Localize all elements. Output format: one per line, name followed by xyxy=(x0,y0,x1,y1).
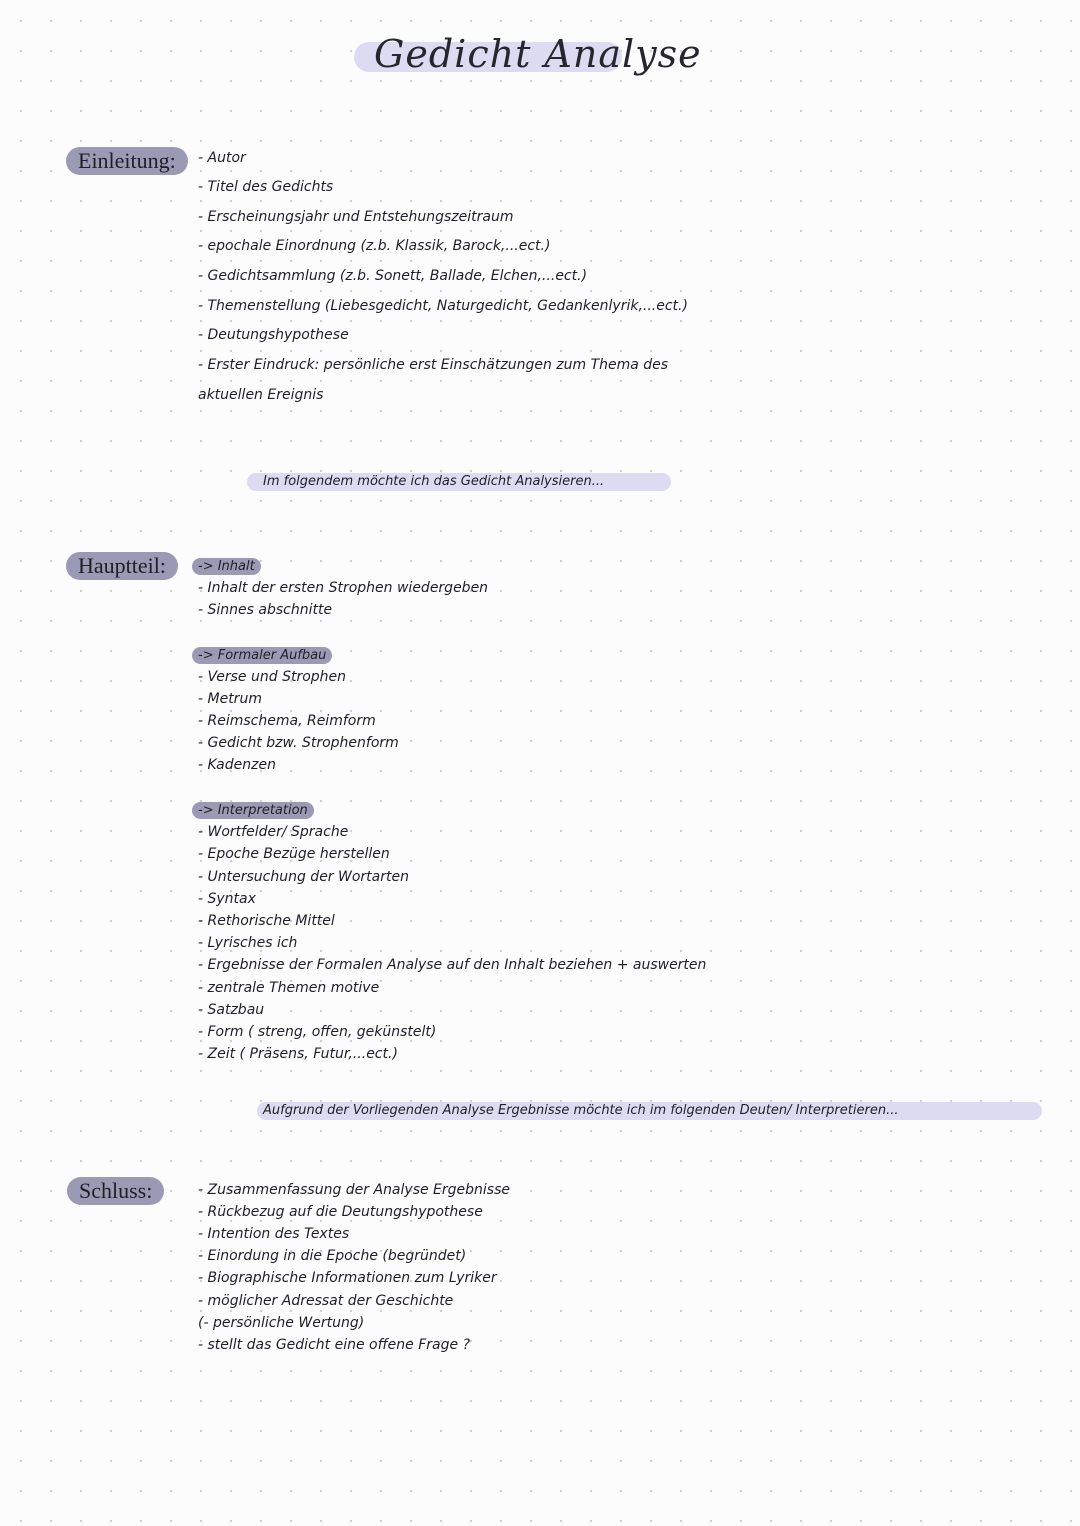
section-label-einleitung: Einleitung: xyxy=(66,147,188,175)
interpretation-item: - Lyrisches ich xyxy=(198,935,298,951)
interpretation-item: - Wortfelder/ Sprache xyxy=(198,824,349,840)
inhalt-item: - Inhalt der ersten Strophen wiedergeben xyxy=(198,580,489,596)
interpretation-item: - Untersuchung der Wortarten xyxy=(198,869,409,885)
transition-einleitung: Im folgendem möchte ich das Gedicht Analysieren... xyxy=(247,473,671,491)
einleitung-item: - Autor xyxy=(198,150,246,166)
schluss-item: - stellt das Gedicht eine offene Frage ? xyxy=(198,1337,471,1353)
schluss-item: - Einordung in die Epoche (begründet) xyxy=(198,1248,467,1264)
formaler-aufbau-item: - Metrum xyxy=(198,691,262,707)
interpretation-item: - Form ( streng, offen, gekünstelt) xyxy=(198,1024,437,1040)
einleitung-item: - Titel des Gedichts xyxy=(198,179,334,195)
interpretation-item: - zentrale Themen motive xyxy=(198,980,380,996)
title-area xyxy=(354,28,702,92)
transition-hauptteil: Aufgrund der Vorliegenden Analyse Ergebnisse möchte ich im folgenden Deuten/ Interpretieren... xyxy=(257,1102,1042,1120)
formaler-aufbau-item: - Verse und Strophen xyxy=(198,669,347,685)
interpretation-item: - Rethorische Mittel xyxy=(198,913,335,929)
section-label-hauptteil: Hauptteil: xyxy=(66,552,178,580)
inhalt-item: - Sinnes abschnitte xyxy=(198,602,333,618)
formaler-aufbau-item: - Reimschema, Reimform xyxy=(198,713,376,729)
page-title: Gedicht Analyse xyxy=(374,32,702,76)
schluss-item: - Intention des Textes xyxy=(198,1226,350,1242)
interpretation-item: - Satzbau xyxy=(198,1002,265,1018)
formaler-aufbau-item: - Gedicht bzw. Strophenform xyxy=(198,735,399,751)
sub-label-formaler-aufbau: -> Formaler Aufbau xyxy=(192,647,332,664)
sub-label-inhalt: -> Inhalt xyxy=(192,558,261,575)
schluss-item: (- persönliche Wertung) xyxy=(198,1315,365,1331)
sub-label-interpretation: -> Interpretation xyxy=(192,802,314,819)
einleitung-item: - Gedichtsammlung (z.b. Sonett, Ballade, Elchen,...ect.) xyxy=(198,268,588,284)
einleitung-item: - Deutungshypothese xyxy=(198,327,349,343)
schluss-item: - Rückbezug auf die Deutungshypothese xyxy=(198,1204,483,1220)
schluss-item: - möglicher Adressat der Geschichte xyxy=(198,1293,454,1309)
section-label-schluss: Schluss: xyxy=(67,1177,164,1205)
einleitung-item: - epochale Einordnung (z.b. Klassik, Barock,...ect.) xyxy=(198,238,551,254)
schluss-item: - Zusammenfassung der Analyse Ergebnisse xyxy=(198,1182,510,1198)
einleitung-item: aktuellen Ereignis xyxy=(198,387,324,403)
einleitung-item: - Erster Eindruck: persönliche erst Einschätzungen zum Thema des xyxy=(198,357,669,373)
interpretation-item: - Zeit ( Präsens, Futur,...ect.) xyxy=(198,1046,398,1062)
interpretation-item: - Epoche Bezüge herstellen xyxy=(198,846,390,862)
schluss-item: - Biographische Informationen zum Lyriker xyxy=(198,1270,497,1286)
interpretation-item: - Ergebnisse der Formalen Analyse auf den Inhalt beziehen + auswerten xyxy=(198,957,707,973)
einleitung-item: - Themenstellung (Liebesgedicht, Naturgedicht, Gedankenlyrik,...ect.) xyxy=(198,298,688,314)
formaler-aufbau-item: - Kadenzen xyxy=(198,757,276,773)
interpretation-item: - Syntax xyxy=(198,891,256,907)
einleitung-item: - Erscheinungsjahr und Entstehungszeitraum xyxy=(198,209,514,225)
